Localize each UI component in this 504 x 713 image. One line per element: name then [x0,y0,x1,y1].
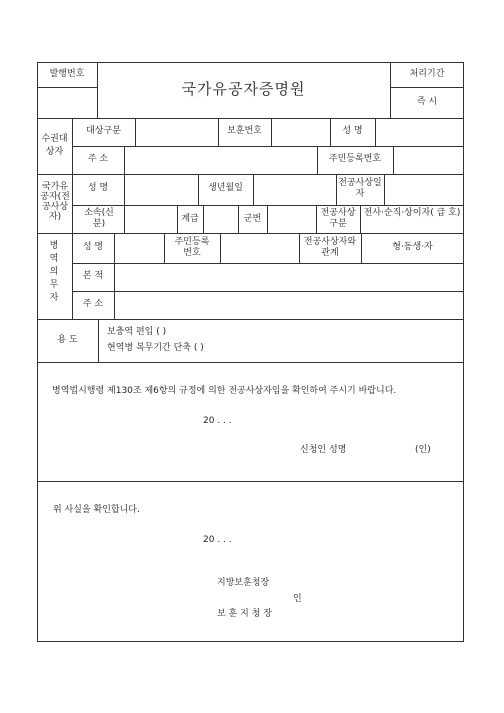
rule [72,118,73,319]
rule [316,205,317,233]
recipient-name-label: 성 명 [342,126,363,136]
rule [164,233,165,263]
rank-label: 계급 [181,214,199,224]
rule [253,174,254,205]
rule [37,174,464,175]
draftee-name-label: 성 명 [82,242,104,252]
veteran-name-label: 성 명 [87,183,109,193]
rule [124,174,125,205]
veteran-no-label: 보훈번호 [227,126,262,136]
purpose-option-reserve: 보충역 편입 ( ) [107,327,167,337]
draftee-section-label: 병역의무자 [49,241,59,303]
rule [37,362,464,363]
rule [37,481,464,482]
rule [384,174,385,205]
rule [37,118,464,119]
office-seal: 인 [293,594,302,604]
regional-office-label: 지방보훈청장 [217,578,270,588]
recipient-resident-no-label: 주민등록번호 [328,154,382,164]
rule [124,146,125,174]
recipient-address-label: 주 소 [87,154,109,164]
applicant-seal: (인) [415,445,431,455]
rule [114,263,115,319]
rule [390,87,464,88]
casualty-type-label: 전공사상구분 [320,208,356,229]
processing-period-value: 즉 시 [416,97,438,107]
rule [299,233,300,263]
birthdate-label: 생년월일 [208,183,243,193]
rule [135,118,136,146]
rule [220,233,221,263]
rule [393,146,394,174]
applicant-label: 신청인 성명 [300,445,347,455]
draftee-resident-no-label: 주민등록번호 [174,237,210,258]
rule [124,205,125,233]
recipient-type-label: 대상구분 [86,126,121,136]
rule [72,263,464,264]
rule [203,205,204,233]
confirmation-statement: 위 사실을 확인합니다. [53,505,140,515]
form-frame [37,62,464,642]
draftee-address-label: 주 소 [82,299,104,309]
recipient-section-label: 수권대상자 [41,134,68,157]
rule [72,146,464,147]
rule [37,319,464,320]
rule [360,205,361,233]
casualty-status-label: 전사·순직·상이자( 급 호) [363,208,461,218]
rule [267,205,268,233]
rule [114,233,115,263]
rule [98,319,99,362]
domicile-label: 본 적 [82,271,104,281]
processing-period-label: 처리기간 [409,69,445,79]
veteran-section-label: 국가유공자(전공사상자) [40,182,70,222]
rule [72,205,464,206]
rule [37,87,97,88]
service-no-label: 군번 [243,214,262,224]
request-statement: 병역법시행령 제130조 제6항의 규정에 의한 전공사상자임을 확인하여 주시기 바랍니다. [52,386,397,396]
affiliation-label: 소속(신분) [84,208,114,229]
form-title: 국가유공자증명원 [181,80,306,98]
request-date: 20 . . . [203,416,232,426]
relation-value: 형·동생·자 [392,242,433,252]
rule [375,118,376,146]
incident-date-label: 전공사상일 자 [338,178,382,199]
confirmation-date: 20 . . . [203,535,232,545]
purpose-option-shortening: 현역병 복무기간 단축 ( ) [107,343,204,353]
rule [72,291,464,292]
relation-label: 전공사상자와 관계 [303,237,357,258]
issue-no-label: 발행번호 [49,69,85,79]
branch-office-label: 보 훈 지 청 장 [217,609,272,619]
rule [271,118,272,146]
rule [37,233,464,234]
purpose-label: 용 도 [57,335,78,345]
